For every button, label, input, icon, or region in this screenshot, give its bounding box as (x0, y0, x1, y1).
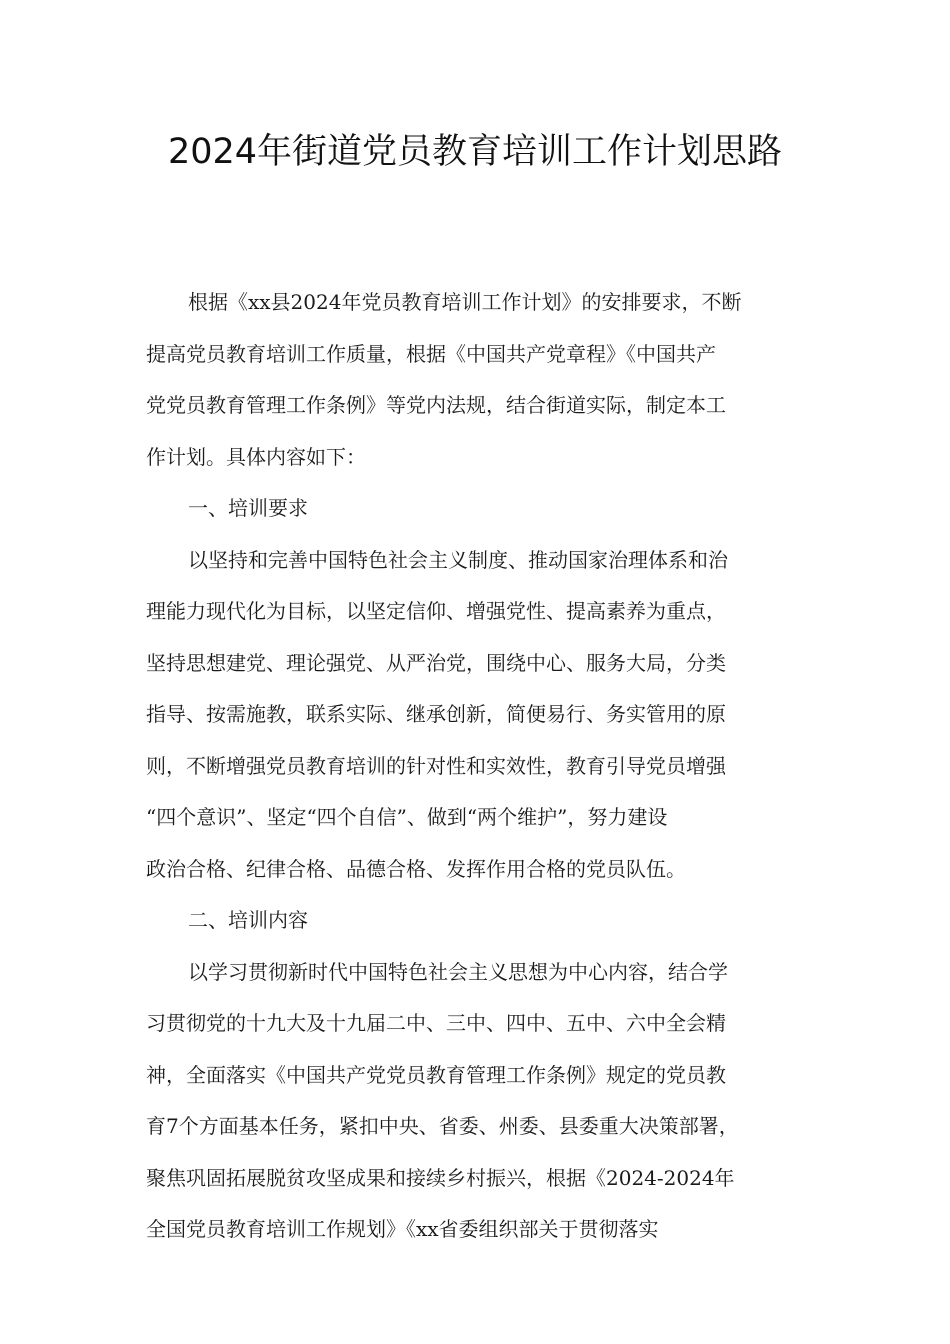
paragraph-line: 根据《xx县2024年党员教育培训工作计划》的安排要求，不断 (188, 290, 742, 314)
paragraph-line: 聚焦巩固拓展脱贫攻坚成果和接续乡村振兴，根据《2024-2024年 (146, 1165, 735, 1190)
paragraph-line: 党党员教育管理工作条例》等党内法规，结合街道实际，制定本工 (146, 393, 726, 417)
section-heading: 二、培训内容 (188, 908, 308, 932)
paragraph-line: 以坚持和完善中国特色社会主义制度、推动国家治理体系和治 (188, 547, 728, 572)
section-heading: 一、培训要求 (188, 496, 308, 520)
paragraph-line: 政治合格、纪律合格、品德合格、发挥作用合格的党员队伍。 (146, 856, 686, 881)
paragraph-line: 以学习贯彻新时代中国特色社会主义思想为中心内容，结合学 (188, 959, 728, 984)
document-title: 2024年街道党员教育培训工作计划思路 (167, 132, 783, 172)
document-body (146, 282, 826, 1261)
paragraph-line: 指导、按需施教，联系实际、继承创新，简便易行、务实管用的原 (146, 702, 726, 726)
paragraph-line: 育7个方面基本任务，紧扣中央、省委、州委、县委重大决策部署， (146, 1114, 739, 1138)
paragraph-line: 神，全面落实《中国共产党党员教育管理工作条例》规定的党员教 (146, 1062, 726, 1087)
paragraph-line: 提高党员教育培训工作质量，根据《中国共产党章程》《中国共产 (146, 341, 716, 366)
paragraph-line: “四个意识”、坚定“四个自信”、做到“两个维护”，努力建设 (146, 805, 668, 829)
paragraph-line: 习贯彻党的十九大及十九届二中、三中、四中、五中、六中全会精 (146, 1011, 726, 1035)
paragraph-line: 全国党员教育培训工作规划》《xx省委组织部关于贯彻落实 (146, 1217, 659, 1241)
paragraph-line: 理能力现代化为目标，以坚定信仰、增强党性、提高素养为重点， (146, 599, 726, 623)
paragraph-line: 则，不断增强党员教育培训的针对性和实效性，教育引导党员增强 (146, 753, 726, 778)
paragraph-line: 作计划。具体内容如下： (146, 444, 366, 469)
paragraph-line: 坚持思想建党、理论强党、从严治党，围绕中心、服务大局，分类 (146, 650, 726, 675)
